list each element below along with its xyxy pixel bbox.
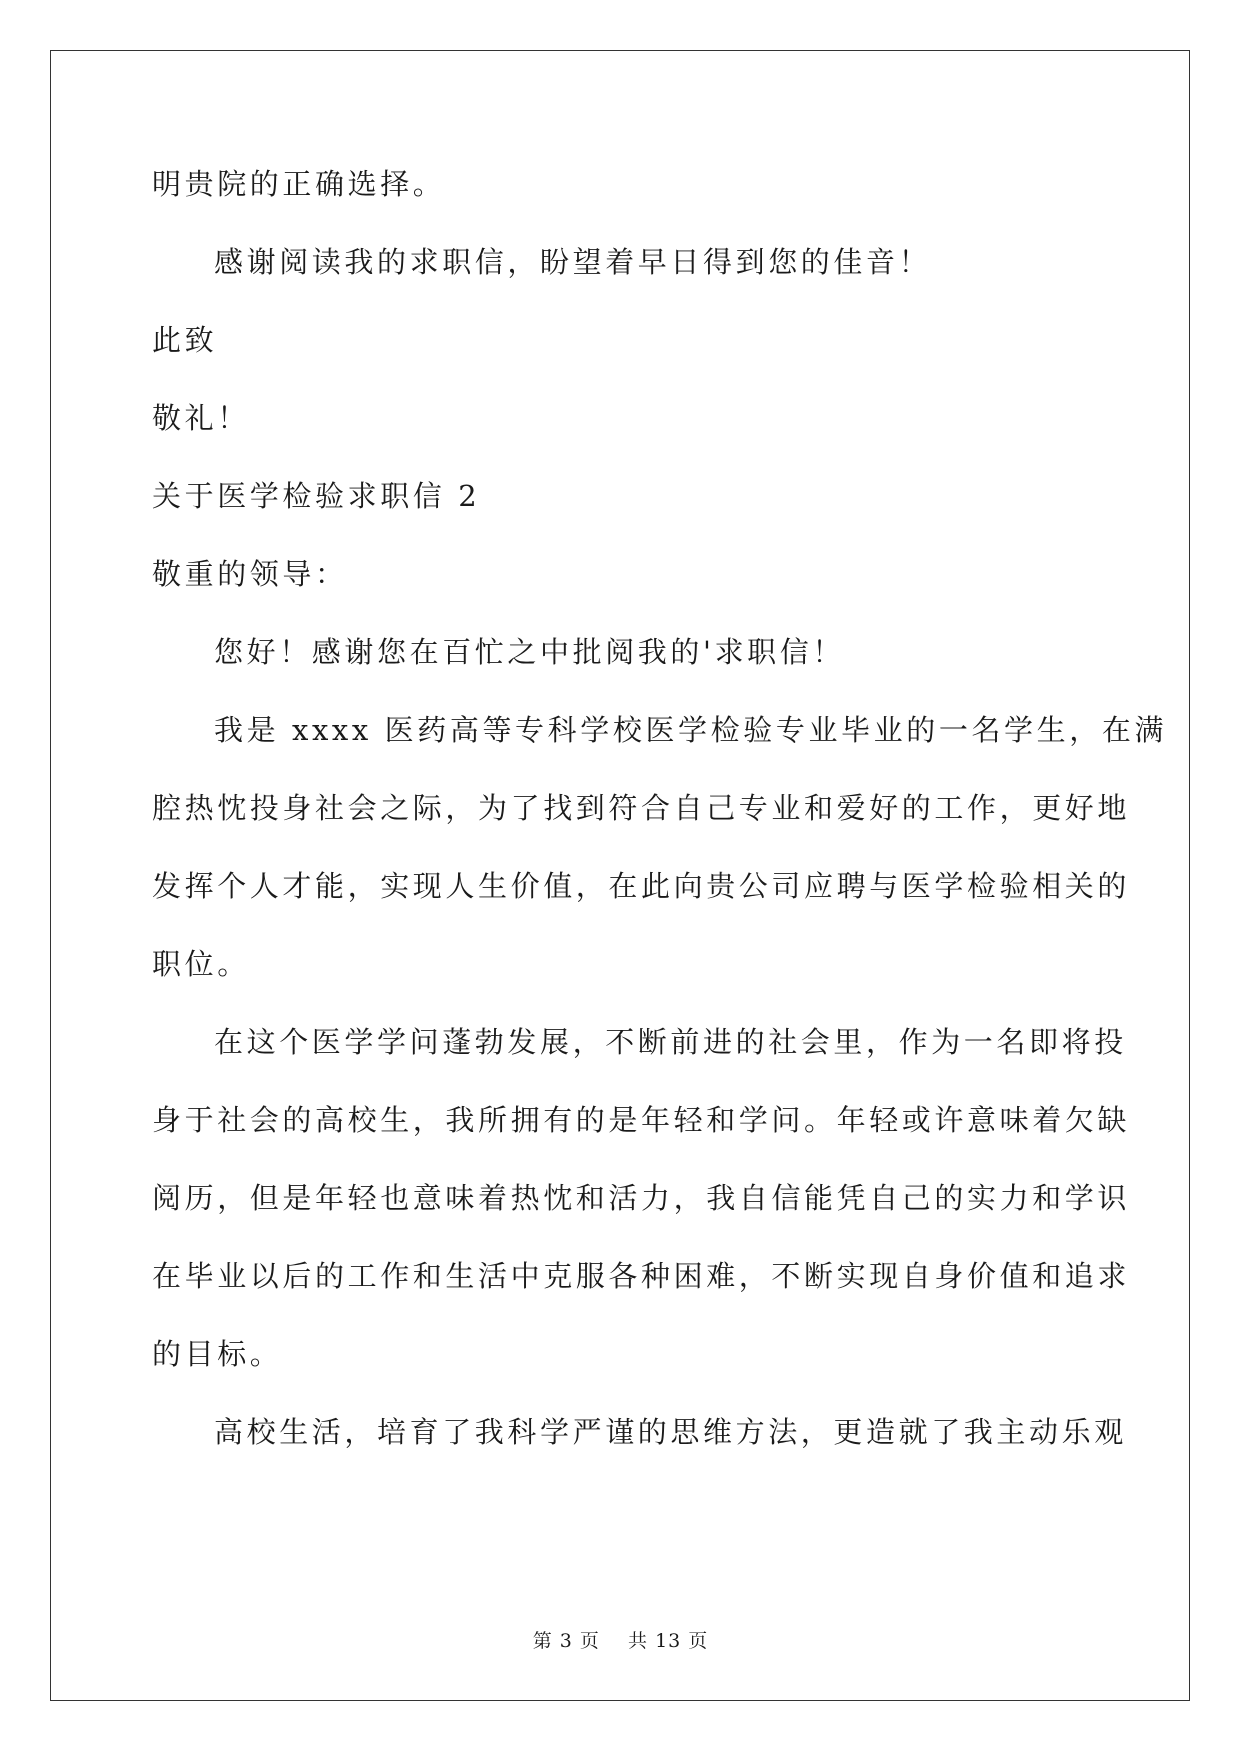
salutation-closing: 此致 <box>152 323 218 357</box>
text-line: 在这个医学学问蓬勃发展，不断前进的社会里，作为一名即将投 <box>214 1025 1127 1059</box>
letter-body <box>152 163 1168 1489</box>
text-line: 您好！感谢您在百忙之中批阅我的'求职信！ <box>214 635 845 669</box>
text-line: 明贵院的正确选择。 <box>152 167 446 201</box>
text-line: 腔热忱投身社会之际，为了找到符合自己专业和爱好的工作，更好地 <box>152 791 1131 825</box>
text-line: 感谢阅读我的求职信，盼望着早日得到您的佳音！ <box>214 245 932 279</box>
text-line: 阅历，但是年轻也意味着热忱和活力，我自信能凭自己的实力和学识 <box>152 1181 1131 1215</box>
text-line: 职位。 <box>152 947 250 981</box>
section-title: 关于医学检验求职信 2 <box>152 479 481 513</box>
text-line: 我是 xxxx 医药高等专科学校医学检验专业毕业的一名学生，在满 <box>214 713 1168 747</box>
text-line: 高校生活，培育了我科学严谨的思维方法，更造就了我主动乐观 <box>214 1415 1127 1449</box>
salutation-regards: 敬礼！ <box>152 401 250 435</box>
text-line: 发挥个人才能，实现人生价值，在此向贵公司应聘与医学检验相关的 <box>152 869 1131 903</box>
text-line: 在毕业以后的工作和生活中克服各种困难，不断实现自身价值和追求 <box>152 1259 1131 1293</box>
greeting: 敬重的领导： <box>152 557 348 591</box>
text-line: 的目标。 <box>152 1337 283 1371</box>
text-line: 身于社会的高校生，我所拥有的是年轻和学问。年轻或许意味着欠缺 <box>152 1103 1131 1137</box>
page-number-footer: 第 3 页 共 13 页 <box>532 1630 709 1652</box>
